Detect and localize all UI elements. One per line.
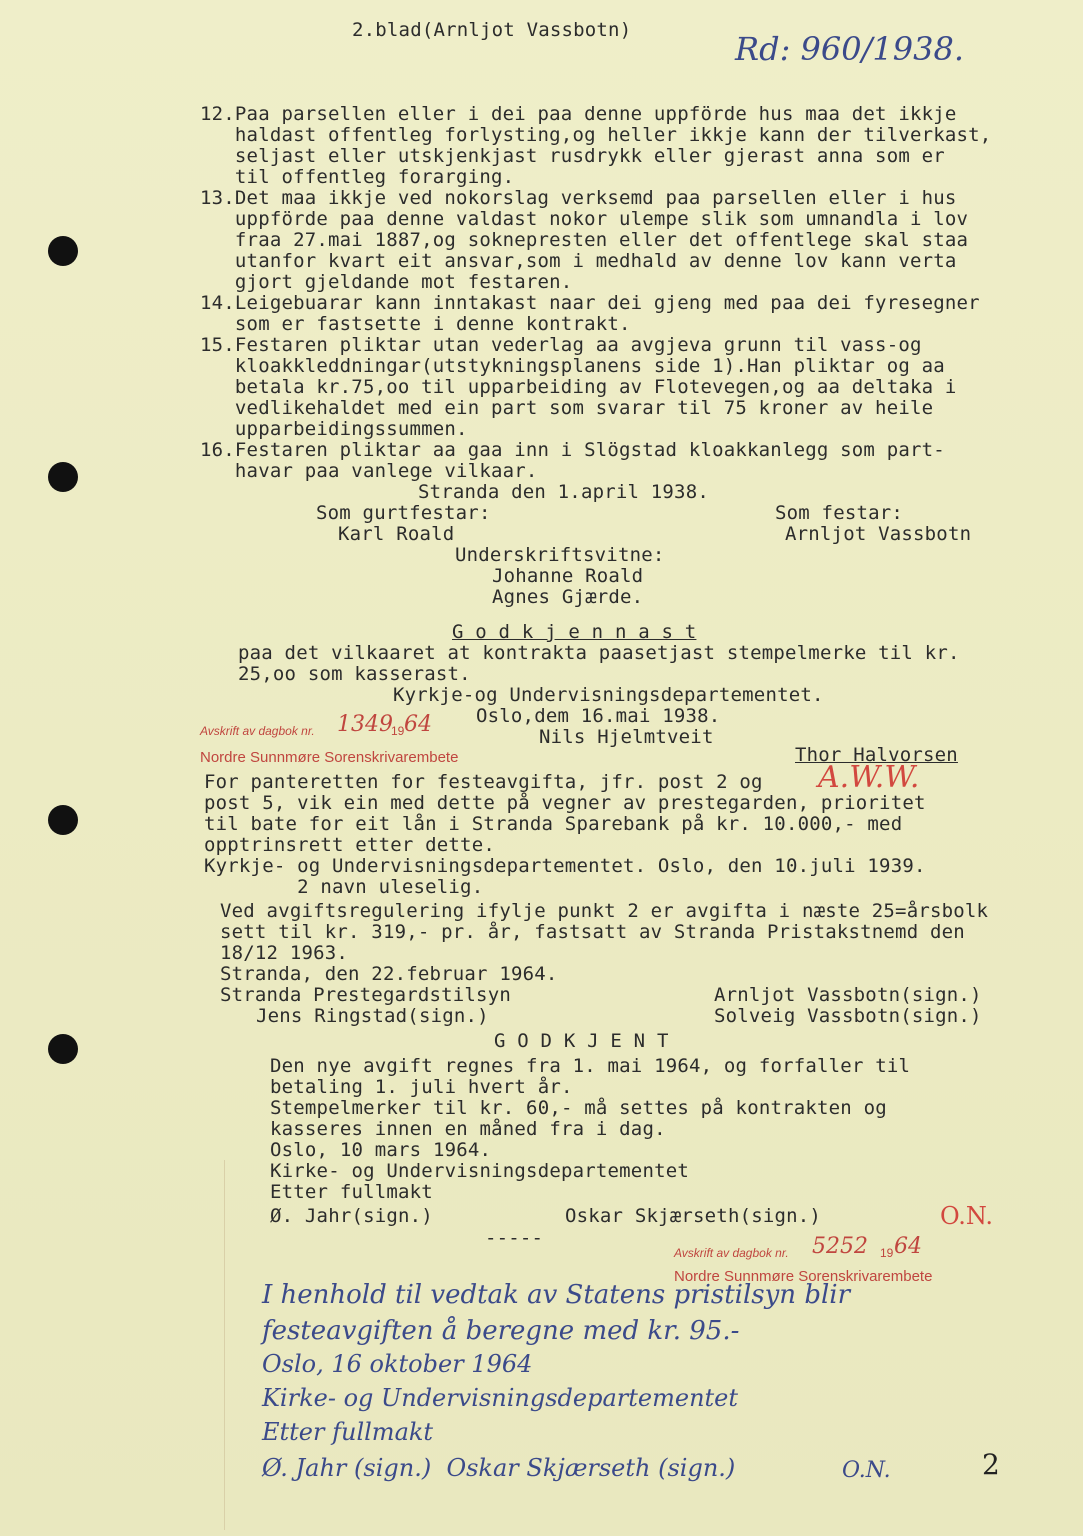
- clause-line: seljast eller utskjenkjast rusdrykk eller gjerast anna som er: [200, 145, 945, 167]
- sheet-header: 2.blad(Arnljot Vassbotn): [352, 19, 632, 41]
- approval-date: Oslo,dem 16.mai 1938.: [476, 705, 721, 727]
- stamp-year: 64: [894, 1234, 922, 1259]
- witness-name: Agnes Gjærde.: [492, 586, 644, 608]
- landlord-name: Karl Roald: [338, 523, 455, 545]
- approval-1964-line: kasseres innen en måned fra i dag.: [270, 1118, 666, 1140]
- regulation-line: sett til kr. 319,- pr. år, fastsatt av Stranda Pristakstnemd den: [220, 921, 965, 943]
- reviewer-initials: A.W.W.: [818, 760, 920, 795]
- clause-line: gjort gjeldande mot festaren.: [200, 271, 573, 293]
- approval-signer: Thor Halvorsen: [795, 744, 958, 766]
- clause-line: haldast offentleg forlysting,og heller ikkje kann der tilverkast,: [200, 124, 992, 146]
- approval-heading: G o d k j e n n a s t: [452, 621, 697, 643]
- handwritten-line: I henhold til vedtak av Statens pristilsyn blir: [262, 1280, 851, 1310]
- stamp-year-prefix: 19: [880, 1246, 894, 1260]
- approval-signer: Nils Hjelmtveit: [539, 726, 714, 748]
- approval-text: 25,oo som kasserast.: [238, 663, 471, 685]
- clause-line: 16.Festaren pliktar aa gaa inn i Slögstad kloakkanlegg som part-: [200, 439, 945, 461]
- priority-line: Kyrkje- og Undervisningsdepartementet. Oslo, den 10.juli 1939.: [204, 855, 926, 877]
- clause-line: havar paa vanlege vilkaar.: [200, 460, 538, 482]
- tenant-name: Arnljot Vassbotn: [785, 523, 972, 545]
- signing-1964-date: Stranda, den 22.februar 1964.: [220, 963, 558, 985]
- regulation-line: Ved avgiftsregulering ifylje punkt 2 er avgifta i næste 25=årsbolk: [220, 900, 989, 922]
- clause-line: 14.Leigebuarar kann inntakast naar dei gjeng med paa dei fyresegner: [200, 292, 980, 314]
- signing-1964-left: Stranda Prestegardstilsyn: [220, 984, 511, 1006]
- handwritten-line: festeavgiften å beregne med kr. 95.-: [262, 1316, 740, 1346]
- approval-1964-initials: O.N.: [940, 1202, 993, 1230]
- stamp-year-prefix: 19: [391, 724, 405, 738]
- regulation-line: 18/12 1963.: [220, 942, 349, 964]
- clause-line: utanfor kvart eit ansvar,som i medhald av denne lov kann verta: [200, 250, 957, 272]
- tenant-label: Som festar:: [775, 502, 904, 524]
- handwritten-line: Ø. Jahr (sign.) Oskar Skjærseth (sign.): [262, 1454, 736, 1482]
- reference-number: Rd: 960/1938.: [735, 30, 964, 68]
- signing-date: Stranda den 1.april 1938.: [418, 481, 709, 503]
- witness-name: Johanne Roald: [492, 565, 644, 587]
- approval-1964-line: Kirke- og Undervisningsdepartementet: [270, 1160, 690, 1182]
- separator: -----: [485, 1227, 544, 1249]
- approval-1964-sign-left: Ø. Jahr(sign.): [270, 1205, 433, 1227]
- approval-1964-line: Oslo, 10 mars 1964.: [270, 1139, 492, 1161]
- clause-line: som er fastsette i denne kontrakt.: [200, 313, 631, 335]
- handwritten-line: Etter fullmakt: [262, 1418, 434, 1446]
- stamp-prefix: Avskrift av dagbok nr.: [200, 724, 315, 738]
- clause-line: 12.Paa parsellen eller i dei paa denne uppförde hus maa det ikkje: [200, 103, 957, 125]
- signing-1964-left: Jens Ringstad(sign.): [256, 1005, 489, 1027]
- approval-1964-line: Etter fullmakt: [270, 1181, 433, 1203]
- clause-line: upparbeidingssummen.: [200, 418, 468, 440]
- signing-1964-right: Arnljot Vassbotn(sign.): [714, 984, 982, 1006]
- approval-text: paa det vilkaaret at kontrakta paasetjast stempelmerke til kr.: [238, 642, 960, 664]
- punch-hole: [48, 236, 78, 266]
- clause-line: til offentleg forarging.: [200, 166, 515, 188]
- witness-label: Underskriftsvitne:: [455, 544, 665, 566]
- approval-1964-heading: G O D K J E N T: [494, 1030, 669, 1052]
- clause-line: uppförde paa denne valdast nokor ulempe slik som umnandla i lov: [200, 208, 969, 230]
- handwritten-initials: O.N.: [842, 1458, 891, 1483]
- punch-hole: [48, 805, 78, 835]
- clause-line: 13.Det maa ikkje ved nokorslag verksemd paa parsellen eller i hus: [200, 187, 957, 209]
- clause-line: fraa 27.mai 1887,og soknepresten eller det offentlege skal staa: [200, 229, 969, 251]
- clause-line: 15.Festaren pliktar utan vederlag aa avgjeva grunn til vass-og: [200, 334, 922, 356]
- punch-hole: [48, 462, 78, 492]
- margin-line: [224, 1160, 225, 1530]
- handwritten-line: Oslo, 16 oktober 1964: [262, 1350, 533, 1378]
- clause-line: vedlikehaldet med ein part som svarar til 75 kroner av heile: [200, 397, 934, 419]
- stamp-office: Nordre Sunnmøre Sorenskrivarembete: [200, 749, 459, 766]
- approval-1964-line: Den nye avgift regnes fra 1. mai 1964, og forfaller til: [270, 1055, 911, 1077]
- priority-line: For panteretten for festeavgifta, jfr. post 2 og: [204, 771, 763, 793]
- priority-line: til bate for eit lån i Stranda Sparebank på kr. 10.000,- med: [204, 813, 903, 835]
- priority-line: post 5, vik ein med dette på vegner av prestegarden, prioritet: [204, 792, 926, 814]
- approval-1964-sign-right: Oskar Skjærseth(sign.): [565, 1205, 822, 1227]
- landlord-label: Som gurtfestar:: [316, 502, 491, 524]
- stamp-prefix: Avskrift av dagbok nr.: [674, 1246, 789, 1260]
- approval-1964-line: Stempelmerker til kr. 60,- må settes på kontrakten og: [270, 1097, 887, 1119]
- approval-1964-line: betaling 1. juli hvert år.: [270, 1076, 573, 1098]
- stamp-number: 5252: [812, 1234, 868, 1259]
- priority-line: 2 navn uleselig.: [204, 876, 484, 898]
- stamp-number: 1349: [337, 712, 393, 737]
- stamp-office: Nordre Sunnmøre Sorenskrivarembete: [674, 1268, 933, 1285]
- signing-1964-right: Solveig Vassbotn(sign.): [714, 1005, 982, 1027]
- clause-line: kloakkleddningar(utstykningsplanens side 1).Han pliktar og aa: [200, 355, 945, 377]
- handwritten-line: Kirke- og Undervisningsdepartementet: [262, 1384, 739, 1412]
- approval-department: Kyrkje-og Undervisningsdepartementet.: [393, 684, 824, 706]
- punch-hole: [48, 1034, 78, 1064]
- page-mark: 2: [982, 1448, 1000, 1481]
- clause-line: betala kr.75,oo til upparbeiding av Flotevegen,og aa deltaka i: [200, 376, 957, 398]
- priority-line: opptrinsrett etter dette.: [204, 834, 495, 856]
- stamp-year: 64: [404, 712, 432, 737]
